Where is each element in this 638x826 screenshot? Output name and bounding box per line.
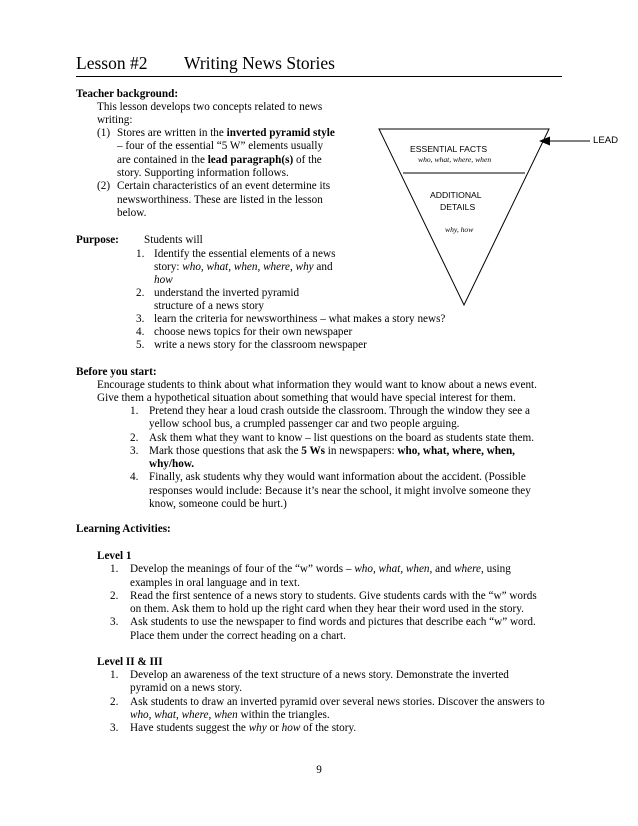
- before-item3-line1: Mark those questions that ask the 5 Ws in newspapers: who, what, where, when,: [149, 445, 515, 457]
- purpose-item4-line1: choose news topics for their own newspaper: [154, 326, 353, 338]
- level23-item1-num: 1.: [110, 669, 119, 681]
- inverted-pyramid-diagram: [368, 122, 628, 312]
- lesson-title: Writing News Stories: [184, 53, 335, 73]
- purpose-heading: Purpose:: [76, 234, 119, 246]
- before-item3-num: 3.: [130, 445, 139, 457]
- learning-heading: Learning Activities:: [76, 523, 171, 535]
- level1-item3-line1: Ask students to use the newspaper to find words and pictures that describe each “w” word.: [130, 616, 536, 628]
- level1-item3-line2: Place them under the correct heading on a chart.: [130, 630, 346, 642]
- level23-item1-line2: pyramid on a news story.: [130, 682, 243, 694]
- tb-item1-num: (1): [97, 127, 111, 139]
- level1-item2-num: 2.: [110, 590, 119, 602]
- teacher-background-heading: Teacher background:: [76, 88, 179, 100]
- before-p1: Encourage students to think about what information they would want to know about a news event.: [97, 379, 537, 391]
- before-item1-line1: Pretend they hear a loud crash outside the classroom. Through the window they see a: [149, 405, 530, 417]
- before-item1-num: 1.: [130, 405, 139, 417]
- header-rule: [76, 76, 562, 77]
- essential-facts-sub: who, what, where, when: [418, 155, 492, 164]
- lead-label: LEAD: [593, 135, 619, 146]
- additional-details-sub: why, how: [445, 225, 474, 234]
- level1-item1-num: 1.: [110, 563, 119, 575]
- purpose-item1-line3: how: [154, 274, 173, 286]
- purpose-item3-num: 3.: [136, 313, 145, 325]
- purpose-item4-num: 4.: [136, 326, 145, 338]
- level23-item2-line2: who, what, where, when within the triangles.: [130, 709, 330, 721]
- purpose-item1-line1: Identify the essential elements of a news: [154, 248, 336, 260]
- additional-details-label-1: ADDITIONAL: [430, 190, 482, 200]
- before-heading: Before you start:: [76, 366, 157, 378]
- level23-item1-line1: Develop an awareness of the text structure of a news story. Demonstrate the inverted: [130, 669, 509, 681]
- level23-heading: Level II & III: [97, 656, 163, 668]
- tb-item2-line3: below.: [117, 207, 147, 219]
- level23-item3-line1: Have students suggest the why or how of the story.: [130, 722, 357, 734]
- lesson-number: Lesson #2: [76, 53, 148, 73]
- tb-item1-line2: – four of the essential “5 W” elements usually: [117, 140, 324, 152]
- level23-item2-line1: Ask students to draw an inverted pyramid over several news stories. Discover the answers to: [130, 696, 545, 708]
- additional-details-label-2: DETAILS: [440, 202, 476, 212]
- tb-item2-line2: newsworthiness. These are listed in the lesson: [117, 194, 323, 206]
- tb-item2-num: (2): [97, 180, 111, 192]
- level23-item3-num: 3.: [110, 722, 119, 734]
- tb-item1-line1: Stores are written in the inverted pyramid style: [117, 127, 335, 139]
- level1-item3-num: 3.: [110, 616, 119, 628]
- level1-heading: Level 1: [97, 550, 132, 562]
- before-item3-line2: why/how.: [149, 458, 195, 470]
- before-item2-num: 2.: [130, 432, 139, 444]
- level1-item1-line1: Develop the meanings of four of the “w” words – who, what, when, and where, using: [130, 563, 511, 575]
- purpose-item2-line2: structure of a news story: [154, 300, 264, 312]
- purpose-item2-num: 2.: [136, 287, 145, 299]
- before-item4-line2: responses would include: Because it’s near the school, it might involve someone they: [149, 485, 531, 497]
- tb-item2-line1: Certain characteristics of an event determine its: [117, 180, 331, 192]
- before-item1-line2: yellow school bus, a crumpled passenger car and two people arguing.: [149, 418, 460, 430]
- page-header: [76, 53, 335, 73]
- tb-item1-line4: story. Supporting information follows.: [117, 167, 289, 179]
- before-p2: Give them a hypothetical situation about something that would have special interest for them.: [97, 392, 516, 404]
- before-item2-line1: Ask them what they want to know – list questions on the board as students state them.: [149, 432, 534, 444]
- page-number: 9: [316, 764, 322, 776]
- before-item4-num: 4.: [130, 471, 139, 483]
- tb-intro-2: writing:: [97, 114, 133, 126]
- level1-item1-line2: examples in oral language and in text.: [130, 577, 300, 589]
- before-item4-line3: know, someone could be hurt.): [149, 498, 287, 510]
- level1-item2-line2: on them. Ask them to hold up the right card when they hear their word used in the story.: [130, 603, 524, 615]
- purpose-item5-line1: write a news story for the classroom newspaper: [154, 339, 367, 351]
- tb-item1-line3: are contained in the lead paragraph(s) of the: [117, 154, 322, 166]
- purpose-item1-line2: story: who, what, when, where, why and: [154, 261, 333, 273]
- level1-item2-line1: Read the first sentence of a news story to students. Give students cards with the “w” words: [130, 590, 537, 602]
- tb-intro-1: This lesson develops two concepts related to news: [97, 101, 323, 113]
- purpose-intro: Students will: [144, 234, 203, 246]
- purpose-item5-num: 5.: [136, 339, 145, 351]
- level23-item2-num: 2.: [110, 696, 119, 708]
- essential-facts-label: ESSENTIAL FACTS: [410, 144, 488, 154]
- purpose-item1-num: 1.: [136, 248, 145, 260]
- purpose-item3-line1: learn the criteria for newsworthiness – what makes a story news?: [154, 313, 446, 325]
- before-item4-line1: Finally, ask students why they would want information about the accident. (Possible: [149, 471, 526, 483]
- purpose-item2-line1: understand the inverted pyramid: [154, 287, 300, 299]
